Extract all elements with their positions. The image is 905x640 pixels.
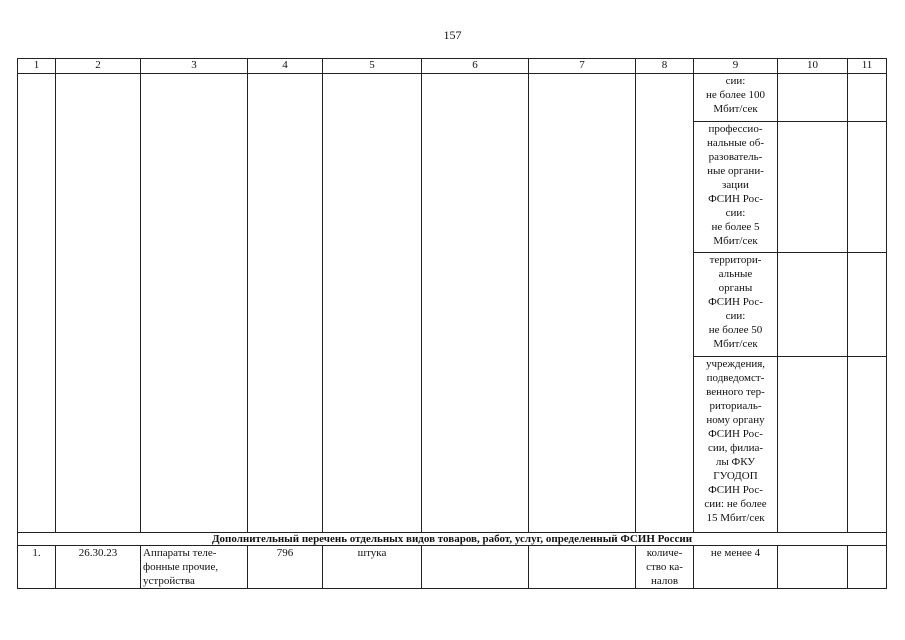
- empty-cell: [248, 74, 323, 533]
- empty-cell: [848, 253, 887, 357]
- empty-cell: [422, 74, 529, 533]
- column-header: 7: [529, 59, 636, 74]
- page-number: 157: [443, 28, 462, 42]
- text-line: Аппараты теле-: [143, 547, 217, 559]
- text-line: риториаль-: [709, 400, 762, 412]
- column-header: 8: [636, 59, 694, 74]
- text-line: сии:: [725, 310, 746, 322]
- text-line: не более 50: [708, 324, 763, 336]
- column-header: 10: [778, 59, 848, 74]
- characteristic-value: не менее 4: [694, 546, 778, 589]
- empty-cell: [778, 253, 848, 357]
- column-number-row: [18, 59, 887, 74]
- text-line: профессио-: [708, 123, 763, 135]
- text-line: Мбит/сек: [713, 235, 758, 247]
- text-line: учреждения,: [705, 358, 766, 370]
- text-line: ФСИН Рос-: [708, 484, 763, 496]
- okpd-code: 26.30.23: [56, 546, 141, 589]
- unit-name: штука: [323, 546, 422, 589]
- speed-limit-cell: [694, 253, 778, 357]
- text-line: сии:: [725, 75, 746, 87]
- item-name: [141, 546, 248, 589]
- text-line: нальные об-: [706, 137, 765, 149]
- empty-cell: [778, 546, 848, 589]
- text-line: ФСИН Рос-: [708, 296, 763, 308]
- empty-cell: [848, 357, 887, 533]
- empty-cell: [323, 74, 422, 533]
- text-line: Мбит/сек: [713, 338, 758, 350]
- table-row: [18, 546, 887, 589]
- column-header: 9: [694, 59, 778, 74]
- unit-code: 796: [248, 546, 323, 589]
- text-line: ство ка-: [646, 561, 683, 573]
- text-line: территори-: [709, 254, 762, 266]
- empty-cell: [529, 74, 636, 533]
- text-line: зации: [722, 179, 749, 191]
- column-header: 5: [323, 59, 422, 74]
- text-line: подведомст-: [706, 372, 765, 384]
- text-line: ФСИН Рос-: [708, 193, 763, 205]
- speed-limit-cell: [694, 357, 778, 533]
- text-line: сии: не более: [704, 498, 767, 510]
- text-line: не более 100: [706, 89, 765, 101]
- empty-cell: [422, 546, 529, 589]
- text-line: сии, филиа-: [707, 442, 764, 454]
- empty-cell: [778, 74, 848, 122]
- text-line: альные: [718, 268, 753, 280]
- text-line: ные органи-: [707, 165, 764, 177]
- column-header: 4: [248, 59, 323, 74]
- empty-cell: [636, 74, 694, 533]
- section-row: [18, 533, 887, 546]
- text-line: 15 Мбит/сек: [706, 512, 765, 524]
- empty-cell: [18, 74, 56, 533]
- table-row: [18, 74, 887, 122]
- empty-cell: [529, 546, 636, 589]
- text-line: устройства: [143, 575, 195, 587]
- column-header: 2: [56, 59, 141, 74]
- empty-cell: [56, 74, 141, 533]
- column-header: 3: [141, 59, 248, 74]
- characteristic-name: [636, 546, 694, 589]
- procurement-table: [17, 58, 887, 589]
- text-line: Мбит/сек: [713, 103, 758, 115]
- empty-cell: [778, 357, 848, 533]
- empty-cell: [848, 74, 887, 122]
- speed-limit-cell: [694, 122, 778, 253]
- text-line: ГУОДОП: [713, 470, 758, 482]
- row-number: 1.: [18, 546, 56, 589]
- empty-cell: [848, 122, 887, 253]
- text-line: налов: [650, 575, 679, 587]
- column-header: 1: [18, 59, 56, 74]
- empty-cell: [141, 74, 248, 533]
- section-title: Дополнительный перечень отдельных видов товаров, работ, услуг, определенный ФСИН России: [18, 533, 887, 546]
- text-line: сии:: [725, 207, 746, 219]
- empty-cell: [848, 546, 887, 589]
- column-header: 11: [848, 59, 887, 74]
- text-line: не более 5: [711, 221, 760, 233]
- text-line: лы ФКУ: [715, 456, 756, 468]
- text-line: количе-: [646, 547, 683, 559]
- text-line: венного тер-: [706, 386, 765, 398]
- speed-limit-cell: [694, 74, 778, 122]
- text-line: фонные прочие,: [143, 561, 219, 573]
- column-header: 6: [422, 59, 529, 74]
- text-line: разователь-: [708, 151, 763, 163]
- empty-cell: [778, 122, 848, 253]
- text-line: органы: [718, 282, 753, 294]
- text-line: ному органу: [706, 414, 765, 426]
- text-line: ФСИН Рос-: [708, 428, 763, 440]
